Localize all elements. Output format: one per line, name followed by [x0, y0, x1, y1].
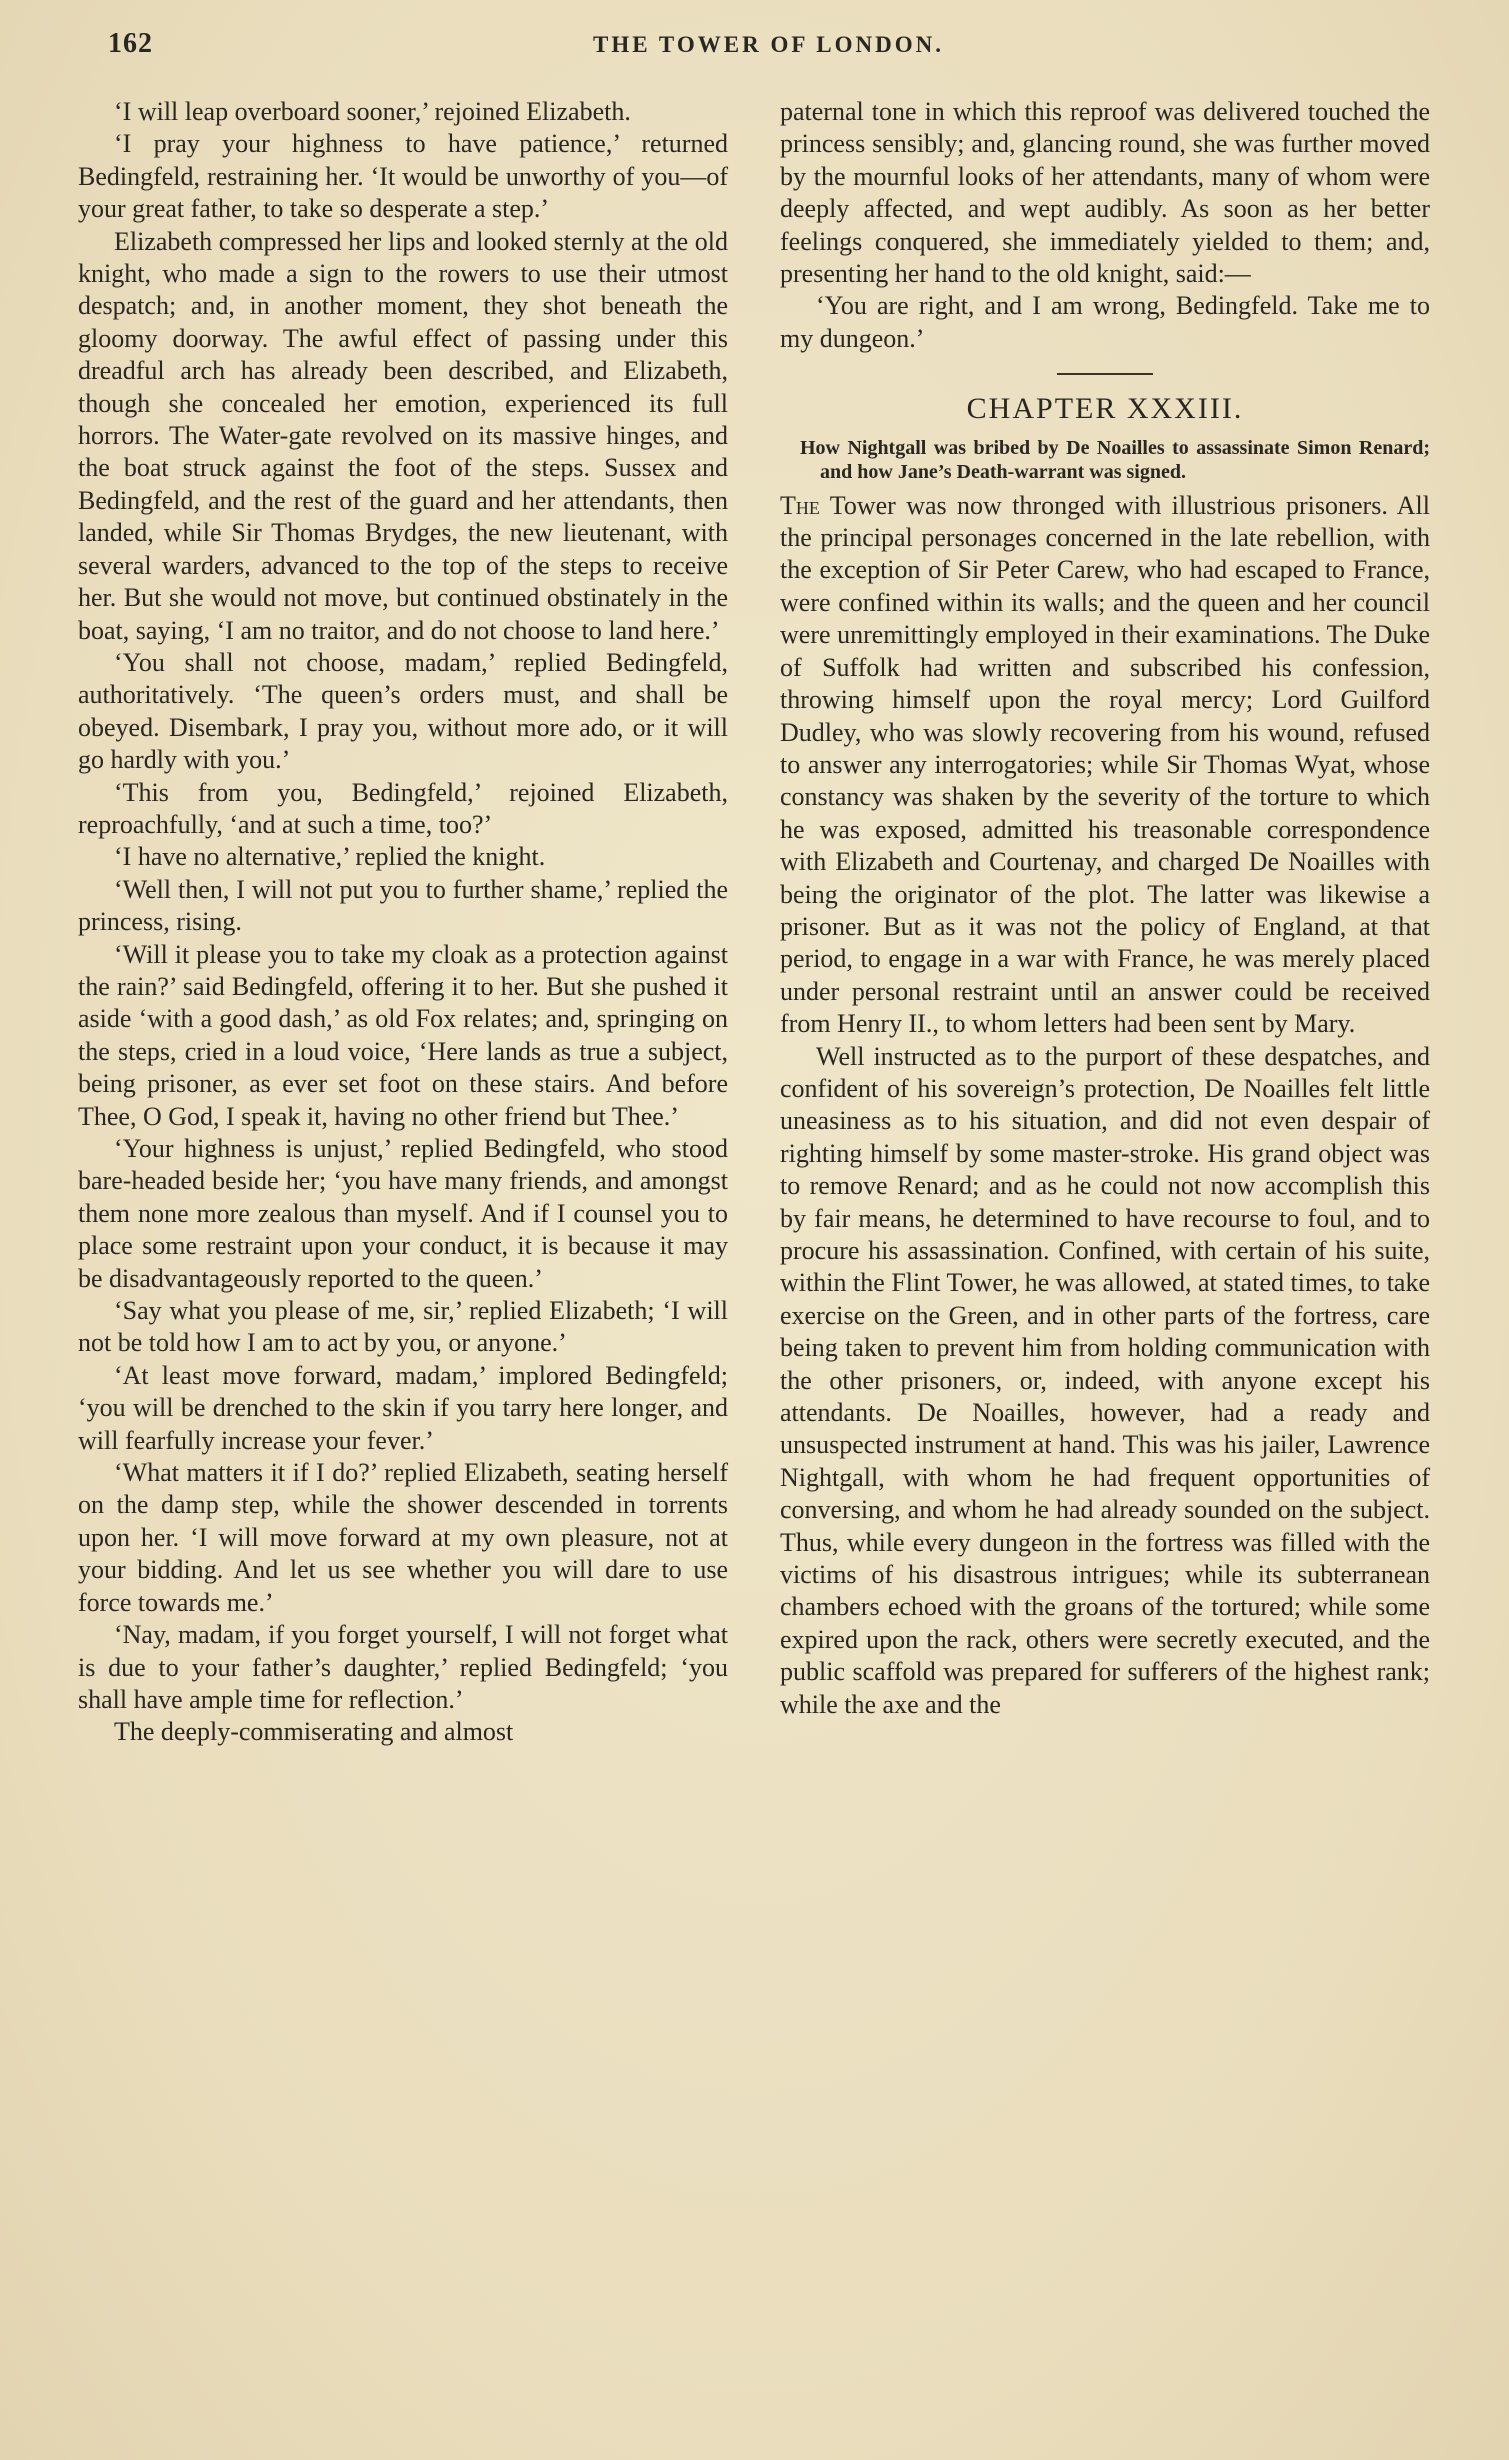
- paragraph: Elizabeth compressed her lips and looked sternly at the old knight, who made a sign to the rowers to use their utmost despatch; and, in another moment, they shot beneath the gloomy doorway. The awful effect of passing under this dreadful arch has already been described, and Elizabeth, though she concealed her emotion, experienced its full horrors. The Water-gate revolved on its massive hinges, and the boat struck against the foot of the steps. Sussex and Bedingfeld, and the rest of the guard and her attendants, then landed, while Sir Thomas Brydges, the new lieutenant, with several warders, advanced to the top of the steps to receive her. But she would not move, but continued obstinately in the boat, saying, ‘I am no traitor, and do not choose to land here.’: [78, 226, 728, 645]
- paragraph: ‘At least move forward, madam,’ implored Bedingfeld; ‘you will be drenched to the skin if you tarry here longer, and will fearfully increase your fever.’: [78, 1360, 728, 1455]
- section-divider: [1057, 373, 1153, 375]
- paragraph: ‘Say what you please of me, sir,’ replied Elizabeth; ‘I will not be told how I am to act by you, or anyone.’: [78, 1296, 728, 1358]
- paragraph: ‘You are right, and I am wrong, Bedingfeld. Take me to my dungeon.’: [780, 291, 1430, 353]
- left-column: [78, 96, 728, 1749]
- continued-paragraph: paternal tone in which this reproof was delivered touched the princess sensibly; and, glancing round, she was further moved by the mournful looks of her attendants, many of whom were deeply affected, and wept audibly. As soon as her better feelings conquered, she immediately yielded to them; and, presenting her hand to the old knight, said:—: [780, 97, 1430, 289]
- chapter-heading: CHAPTER XXXIII.: [966, 392, 1244, 426]
- opening-text: Tower was now thronged with illustrious prisoners. All the principal personages concerned in the late rebellion, with the exception of Sir Peter Carew, who had escaped to France, were confined within its walls; and the queen and her council were unremittingly employed in their examinations. The Duke of Suffolk had written and subscribed his confession, throwing himself upon the royal mercy; Lord Guilford Dudley, who was slowly recovering from his wound, refused to answer any interrogatories; while Sir Thomas Wyat, whose constancy was shaken by the severity of the torture to which he was exposed, admitted his treasonable correspondence with Elizabeth and Courtenay, and charged De Noailles with being the originator of the plot. The latter was likewise a prisoner. But as it was not the policy of England, at that period, to engage in a war with France, he was merely placed under personal restraint until an answer could be received from Henry II., to whom letters had been sent by Mary.: [780, 490, 1430, 1039]
- chapter-summary: How Nightgall was bribed by De Noailles to assassinate Simon Renard; and how Jane’s Death-warrant was signed.: [800, 436, 1430, 483]
- paragraph: ‘You shall not choose, madam,’ replied Bedingfeld, authoritatively. ‘The queen’s orders must, and shall be obeyed. Disembark, I pray you, without more ado, or it will go hardly with you.’: [78, 647, 728, 775]
- paragraph: ‘Well then, I will not put you to further shame,’ replied the princess, rising.: [78, 874, 728, 937]
- paragraph: The deeply-commiserating and almost: [114, 1717, 514, 1747]
- paragraph: ‘This from you, Bedingfeld,’ rejoined Elizabeth, reproachfully, ‘and at such a time, too?’: [78, 777, 728, 839]
- chapter-opening-paragraph: [780, 490, 1430, 1041]
- page-number: 162: [108, 28, 153, 59]
- paragraph: Well instructed as to the purport of these despatches, and confident of his sovereign’s protection, De Noailles felt little uneasiness as to his situation, and did not even despair of righting himself by some master-stroke. His grand object was to remove Renard; and as he could not now accomplish this by fair means, he determined to have recourse to foul, and to procure his assassination. Confined, with certain of his suite, within the Flint Tower, he was allowed, at stated times, to take exercise on the Green, and in other parts of the fortress, care being taken to prevent him from holding communication with the other prisoners, or, indeed, with anyone except his attendants. De Noailles, however, had a ready and unsuspected instrument at hand. This was his jailer, Lawrence Nightgall, with whom he had frequent opportunities of conversing, and whom he had already sounded on the subject. Thus, while every dungeon in the fortress was filled with the victims of his disastrous intrigues; while its subterranean chambers echoed with the groans of the tortured; while some expired upon the rack, others were secretly executed, and the public scaffold was prepared for sufferers of the highest rank; while the axe and the: [780, 1041, 1430, 1719]
- paragraph: ‘I have no alternative,’ replied the knight.: [114, 842, 546, 872]
- running-title: THE TOWER OF LONDON.: [593, 32, 944, 57]
- right-column: [780, 96, 1430, 1721]
- opening-word: The: [780, 490, 820, 520]
- paragraph: ‘I pray your highness to have patience,’ returned Bedingfeld, restraining her. ‘It would be unworthy of you—of your great father, to take so desperate a step.’: [78, 129, 728, 224]
- paragraph: ‘What matters it if I do?’ replied Elizabeth, seating herself on the damp step, while the shower descended in torrents upon her. ‘I will move forward at my own pleasure, not at your bidding. And let us see whether you will dare to use force towards me.’: [78, 1458, 728, 1617]
- paragraph: ‘Nay, madam, if you forget yourself, I will not forget what is due to your father’s daughter,’ replied Bedingfeld; ‘you shall have ample time for reflection.’: [78, 1620, 728, 1714]
- paragraph: ‘I will leap overboard sooner,’ rejoined Elizabeth.: [114, 97, 631, 126]
- page-header: [108, 28, 1429, 68]
- paragraph: ‘Will it please you to take my cloak as a protection against the rain?’ said Bedingfeld, offering it to her. But she pushed it aside ‘with a good dash,’ as old Fox relates; and, springing on the steps, cried in a loud voice, ‘Here lands as true a subject, being prisoner, as ever set foot on these stairs. And before Thee, O God, I speak it, having no other friend but Thee.’: [78, 939, 728, 1131]
- paragraph: ‘Your highness is unjust,’ replied Bedingfeld, who stood bare-headed beside her; ‘you have many friends, and amongst them none more zealous than myself. And if I counsel you to place some restraint upon your conduct, it is because it may be disadvantageously reported to the queen.’: [78, 1134, 728, 1293]
